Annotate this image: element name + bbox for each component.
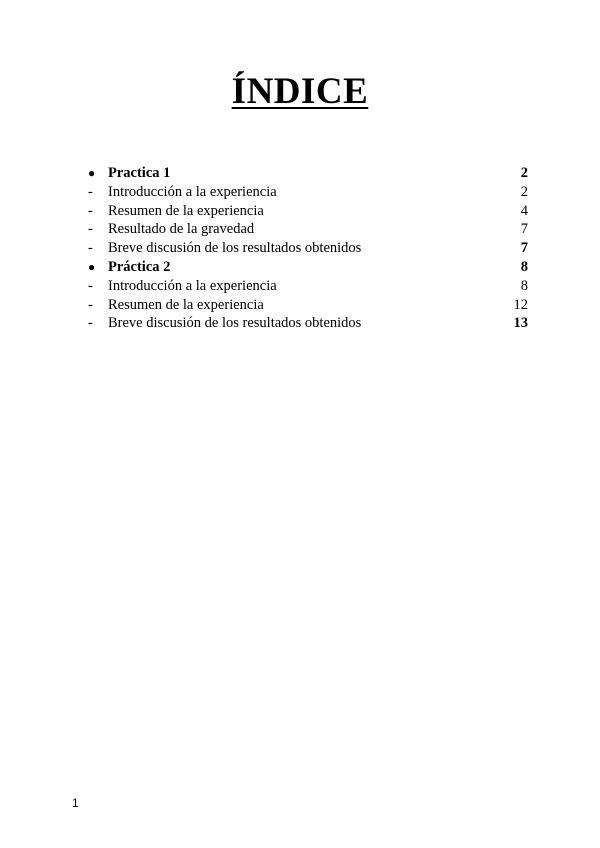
toc-page-number: 4 xyxy=(520,202,528,219)
toc-page-number: 12 xyxy=(513,296,528,313)
toc-label: Resumen de la experiencia xyxy=(108,202,264,219)
toc-page-number: 7 xyxy=(520,221,528,238)
toc-row xyxy=(88,314,528,333)
toc-marker: - xyxy=(88,296,93,313)
page-title: ÍNDICE xyxy=(231,71,369,112)
toc-label: Práctica 2 xyxy=(108,258,171,275)
toc-marker: - xyxy=(88,221,93,238)
toc-page-number: 2 xyxy=(520,165,528,181)
toc-page-number: 7 xyxy=(520,240,528,257)
toc-label: Resumen de la experiencia xyxy=(108,296,264,313)
toc-label: Introducción a la experiencia xyxy=(108,277,277,294)
toc-label: Practica 1 xyxy=(108,165,171,181)
toc-row xyxy=(88,296,528,315)
toc-row xyxy=(88,164,528,183)
toc-page-number: 8 xyxy=(520,277,528,294)
toc-page-number: 8 xyxy=(520,258,528,275)
page-number: 1 xyxy=(72,796,79,810)
table-of-contents xyxy=(88,164,528,333)
toc-row xyxy=(88,183,528,202)
toc-label: Breve discusión de los resultados obtenidos xyxy=(108,240,362,257)
toc-label: Breve discusión de los resultados obtenidos xyxy=(108,315,362,332)
toc-page-number: 2 xyxy=(520,183,528,200)
toc-page-number: 13 xyxy=(513,315,528,332)
toc-marker: ● xyxy=(88,166,96,180)
toc-marker: ● xyxy=(88,259,96,274)
toc-marker: - xyxy=(88,277,93,294)
toc-label: Resultado de la gravedad xyxy=(108,221,255,238)
toc-row xyxy=(88,258,528,277)
toc-row xyxy=(88,277,528,296)
toc-marker: - xyxy=(88,183,93,200)
toc-marker: - xyxy=(88,315,93,332)
toc-marker: - xyxy=(88,240,93,257)
toc-row xyxy=(88,239,528,258)
toc-row xyxy=(88,202,528,221)
toc-row xyxy=(88,220,528,239)
toc-marker: - xyxy=(88,202,93,219)
toc-label: Introducción a la experiencia xyxy=(108,183,277,200)
